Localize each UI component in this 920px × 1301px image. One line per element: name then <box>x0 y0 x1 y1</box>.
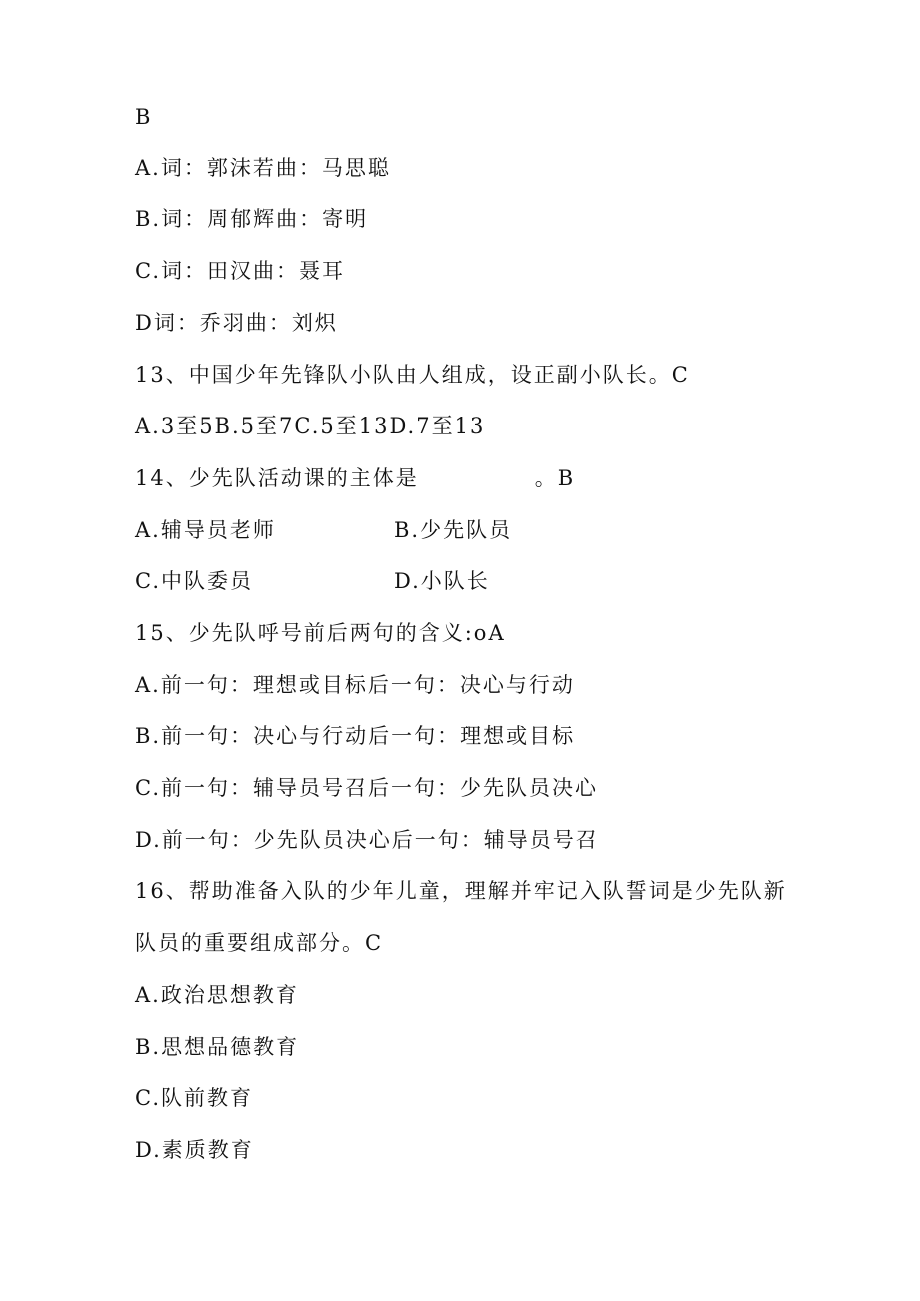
question-15-option-a <box>135 671 575 699</box>
question-16-continued <box>135 929 383 957</box>
option-text: D.前一句：少先队员决心后一句：辅导员号召 <box>135 828 599 852</box>
question-14-options-row1 <box>135 516 276 544</box>
option-text: B.思想品德教育 <box>135 1035 300 1059</box>
option-text: A.辅导员老师 <box>135 518 276 542</box>
option-a <box>135 154 391 182</box>
option-text: C.前一句：辅导员号召后一句：少先队员决心 <box>135 776 598 800</box>
option-text: C.队前教育 <box>135 1086 253 1110</box>
question-text: 13、中国少年先锋队小队由人组成，设正副小队长。C <box>135 363 690 387</box>
question-14 <box>135 464 575 492</box>
question-15-option-d <box>135 826 599 854</box>
question-16-option-a <box>135 981 299 1009</box>
question-text: 16、帮助准备入队的少年儿童，理解并牢记入队誓词是少先队新 <box>135 879 787 903</box>
question-16-option-b <box>135 1033 299 1061</box>
question-13 <box>135 361 690 389</box>
answer-text: 。B <box>534 466 576 490</box>
option-text: A.前一句：理想或目标后一句：决心与行动 <box>135 673 575 697</box>
option-text: A.政治思想教育 <box>135 983 299 1007</box>
option-text: A.3至5B.5至7C.5至13D.7至13 <box>135 414 486 438</box>
option-text: D词：乔羽曲：刘炽 <box>135 311 338 335</box>
question-16 <box>135 877 787 905</box>
option-text: A.词：郭沫若曲：马思聪 <box>135 156 391 180</box>
option-text: D.素质教育 <box>135 1138 254 1162</box>
question-15-option-b <box>135 722 575 750</box>
option-text: B.前一句：决心与行动后一句：理想或目标 <box>135 724 576 748</box>
option-text: B.少先队员 <box>394 518 513 542</box>
question-14-option-b <box>394 516 512 544</box>
question-15-option-c <box>135 774 598 802</box>
question-text: 14、少先队活动课的主体是 <box>135 466 419 490</box>
option-text: B.词：周郁辉曲：寄明 <box>135 207 369 231</box>
option-text: C.中队委员 <box>135 569 253 593</box>
option-text: D.小队长 <box>394 569 490 593</box>
question-14-options-row2 <box>135 567 253 595</box>
option-d <box>135 309 338 337</box>
question-text: 15、少先队呼号前后两句的含义:oA <box>135 621 506 645</box>
question-text: 队员的重要组成部分。C <box>135 931 384 955</box>
option-text: C.词：田汉曲：聂耳 <box>135 259 345 283</box>
question-14-option-d <box>394 567 490 595</box>
question-15 <box>135 619 506 647</box>
answer-text: B <box>135 105 153 129</box>
question-16-option-c <box>135 1084 253 1112</box>
answer-line <box>135 103 152 131</box>
question-13-options <box>135 412 485 440</box>
option-b <box>135 205 368 233</box>
option-c <box>135 257 345 285</box>
question-16-option-d <box>135 1136 254 1164</box>
